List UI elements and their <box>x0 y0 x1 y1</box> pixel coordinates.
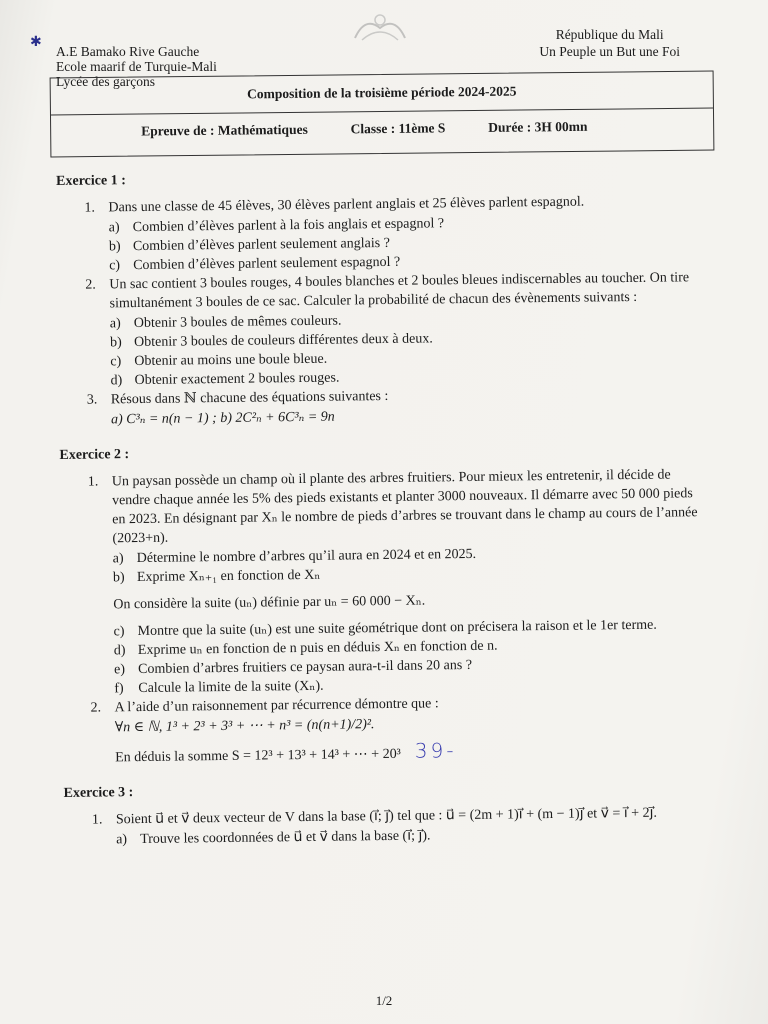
question <box>57 268 697 314</box>
question-number: 2. <box>85 277 96 293</box>
sub-letter: a) <box>108 220 120 236</box>
question <box>60 465 701 549</box>
sub-text: Détermine le nombre d’arbres qu’il aura en 2024 et en 2025. <box>136 546 477 567</box>
handwritten-note: 39- <box>414 738 457 763</box>
exam-content <box>56 164 704 850</box>
exercise-3-title: Exercice 3 : <box>63 785 134 801</box>
sub-text: Exprime Xₙ₊₁ en fonction de Xₙ <box>136 567 321 586</box>
school-line: A.E Bamako Rive Gauche <box>56 44 200 59</box>
sub-text: Montre que la suite (uₙ) est une suite géométrique dont on précisera la raison et le 1er terme. <box>137 617 657 640</box>
question-number: 3. <box>86 392 98 408</box>
question-number: 1. <box>84 200 96 216</box>
sub-letter: c) <box>109 258 121 274</box>
school-logo-icon <box>350 10 410 46</box>
suite-definition: On considère la suite (uₙ) définie par uₙ = 60 000 − Xₙ. <box>113 593 426 613</box>
question-text: Dans une classe de 45 élèves, 30 élèves parlent anglais et 25 élèves parlent espagnol. <box>108 194 585 216</box>
question-text: Soient u⃗ et v⃗ deux vecteur de V dans la base (i⃗; j⃗) tel que : u⃗ = (2m + 1)i⃗ + (m − 1)j⃗ et v⃗ = i⃗ + 2j⃗. <box>115 805 658 828</box>
exam-meta <box>141 119 588 140</box>
sub-letter: e) <box>113 662 126 678</box>
equation: a) C³ₙ = n(n − 1) ; b) 2C²ₙ + 6C³ₙ = 9n <box>110 409 335 428</box>
question-text: Un paysan possède un champ où il plante des arbres fruitiers. Pour mieux les entretenir, il décide de vendre chaque année les 5% des pieds existants et planter 3000 nouveaux. Il démarre avec 50 000 pieds en 2023. En désignant par Xₙ le nombre de pieds d’arbres se trouvant dans le champ au cours de l’année (2023+n). <box>111 467 698 547</box>
sub-letter: d) <box>113 643 126 659</box>
question-text: A l’aide d’un raisonnement par récurrence démontre que : <box>114 696 439 716</box>
sub-text: Combien d’arbres fruitiers ce paysan aura-t-il dans 20 ans ? <box>137 657 473 678</box>
epreuve-label: Epreuve de : Mathématiques <box>141 121 308 139</box>
sub-text: Obtenir 3 boules de mêmes couleurs. <box>133 313 342 332</box>
sub-text: Obtenir 3 boules de couleurs différentes deux à deux. <box>133 331 433 351</box>
equation: ∀n ∈ ℕ, 1³ + 2³ + 3³ + ⋯ + n³ = (n(n+1)/2)². <box>114 717 375 736</box>
sub-text: Combien d’élèves parlent seulement anglais ? <box>132 235 390 255</box>
sub-letter: c) <box>110 354 122 370</box>
question-text: Résous dans ℕ chacune des équations suivantes : <box>110 388 389 408</box>
exercise-1-title: Exercice 1 : <box>56 173 126 189</box>
sub-text: Calcule la limite de la suite (Xₙ). <box>138 678 324 697</box>
sub-text: Combien d’élèves parlent seulement espagnol ? <box>133 254 401 274</box>
divider <box>51 108 713 116</box>
question-number: 2. <box>90 700 102 716</box>
sub-text: Trouve les coordonnées de u⃗ et v⃗ dans la base (i⃗; j⃗). <box>140 828 431 848</box>
sub-text: Obtenir exactement 2 boules rouges. <box>134 370 340 389</box>
sub-letter: d) <box>110 373 123 389</box>
classe-label: Classe : 11ème S <box>350 120 446 137</box>
sub-letter: b) <box>112 570 125 586</box>
sub-letter: c) <box>113 624 125 640</box>
republic-info <box>539 26 680 60</box>
sub-text: Exprime uₙ en fonction de n puis en déduis Xₙ en fonction de n. <box>137 638 498 659</box>
question-number: 1. <box>87 474 99 490</box>
exam-title: Composition de la troisième période 2024-2025 <box>247 83 517 102</box>
deduce-text: En déduis la somme S = 12³ + 13³ + 14³ + ⋯ + 20³ <box>115 746 401 766</box>
sub-letter: a) <box>116 832 128 848</box>
school-line: Lycée des garçons <box>56 74 155 89</box>
sub-letter: f) <box>114 681 124 697</box>
pen-mark: ✱ <box>30 35 42 50</box>
sub-letter: a) <box>112 551 124 567</box>
exercise-2-title: Exercice 2 : <box>59 447 130 463</box>
republic-line: République du Mali <box>555 27 664 42</box>
question-number: 1. <box>91 812 103 828</box>
duree-label: Durée : 3H 00mn <box>488 118 588 135</box>
sub-letter: b) <box>108 239 121 255</box>
question-text: Un sac contient 3 boules rouges, 4 boules blanches et 2 boules bleues indiscernables au toucher. On tire simultanément 3 boules de ce sac. Calculer la probabilité de chacun des évènements suivants : <box>109 270 690 312</box>
sub-text: Combien d’élèves parlent à la fois anglais et espagnol ? <box>132 216 445 236</box>
page-number: 1/2 <box>375 993 393 1008</box>
republic-line: Un Peuple un But une Foi <box>539 44 680 59</box>
exam-header-box <box>50 71 715 158</box>
sub-letter: a) <box>109 316 121 332</box>
school-line: Ecole maarif de Turquie-Mali <box>56 59 217 74</box>
sub-letter: b) <box>109 335 122 351</box>
sub-text: Obtenir au moins une boule bleue. <box>134 351 328 370</box>
